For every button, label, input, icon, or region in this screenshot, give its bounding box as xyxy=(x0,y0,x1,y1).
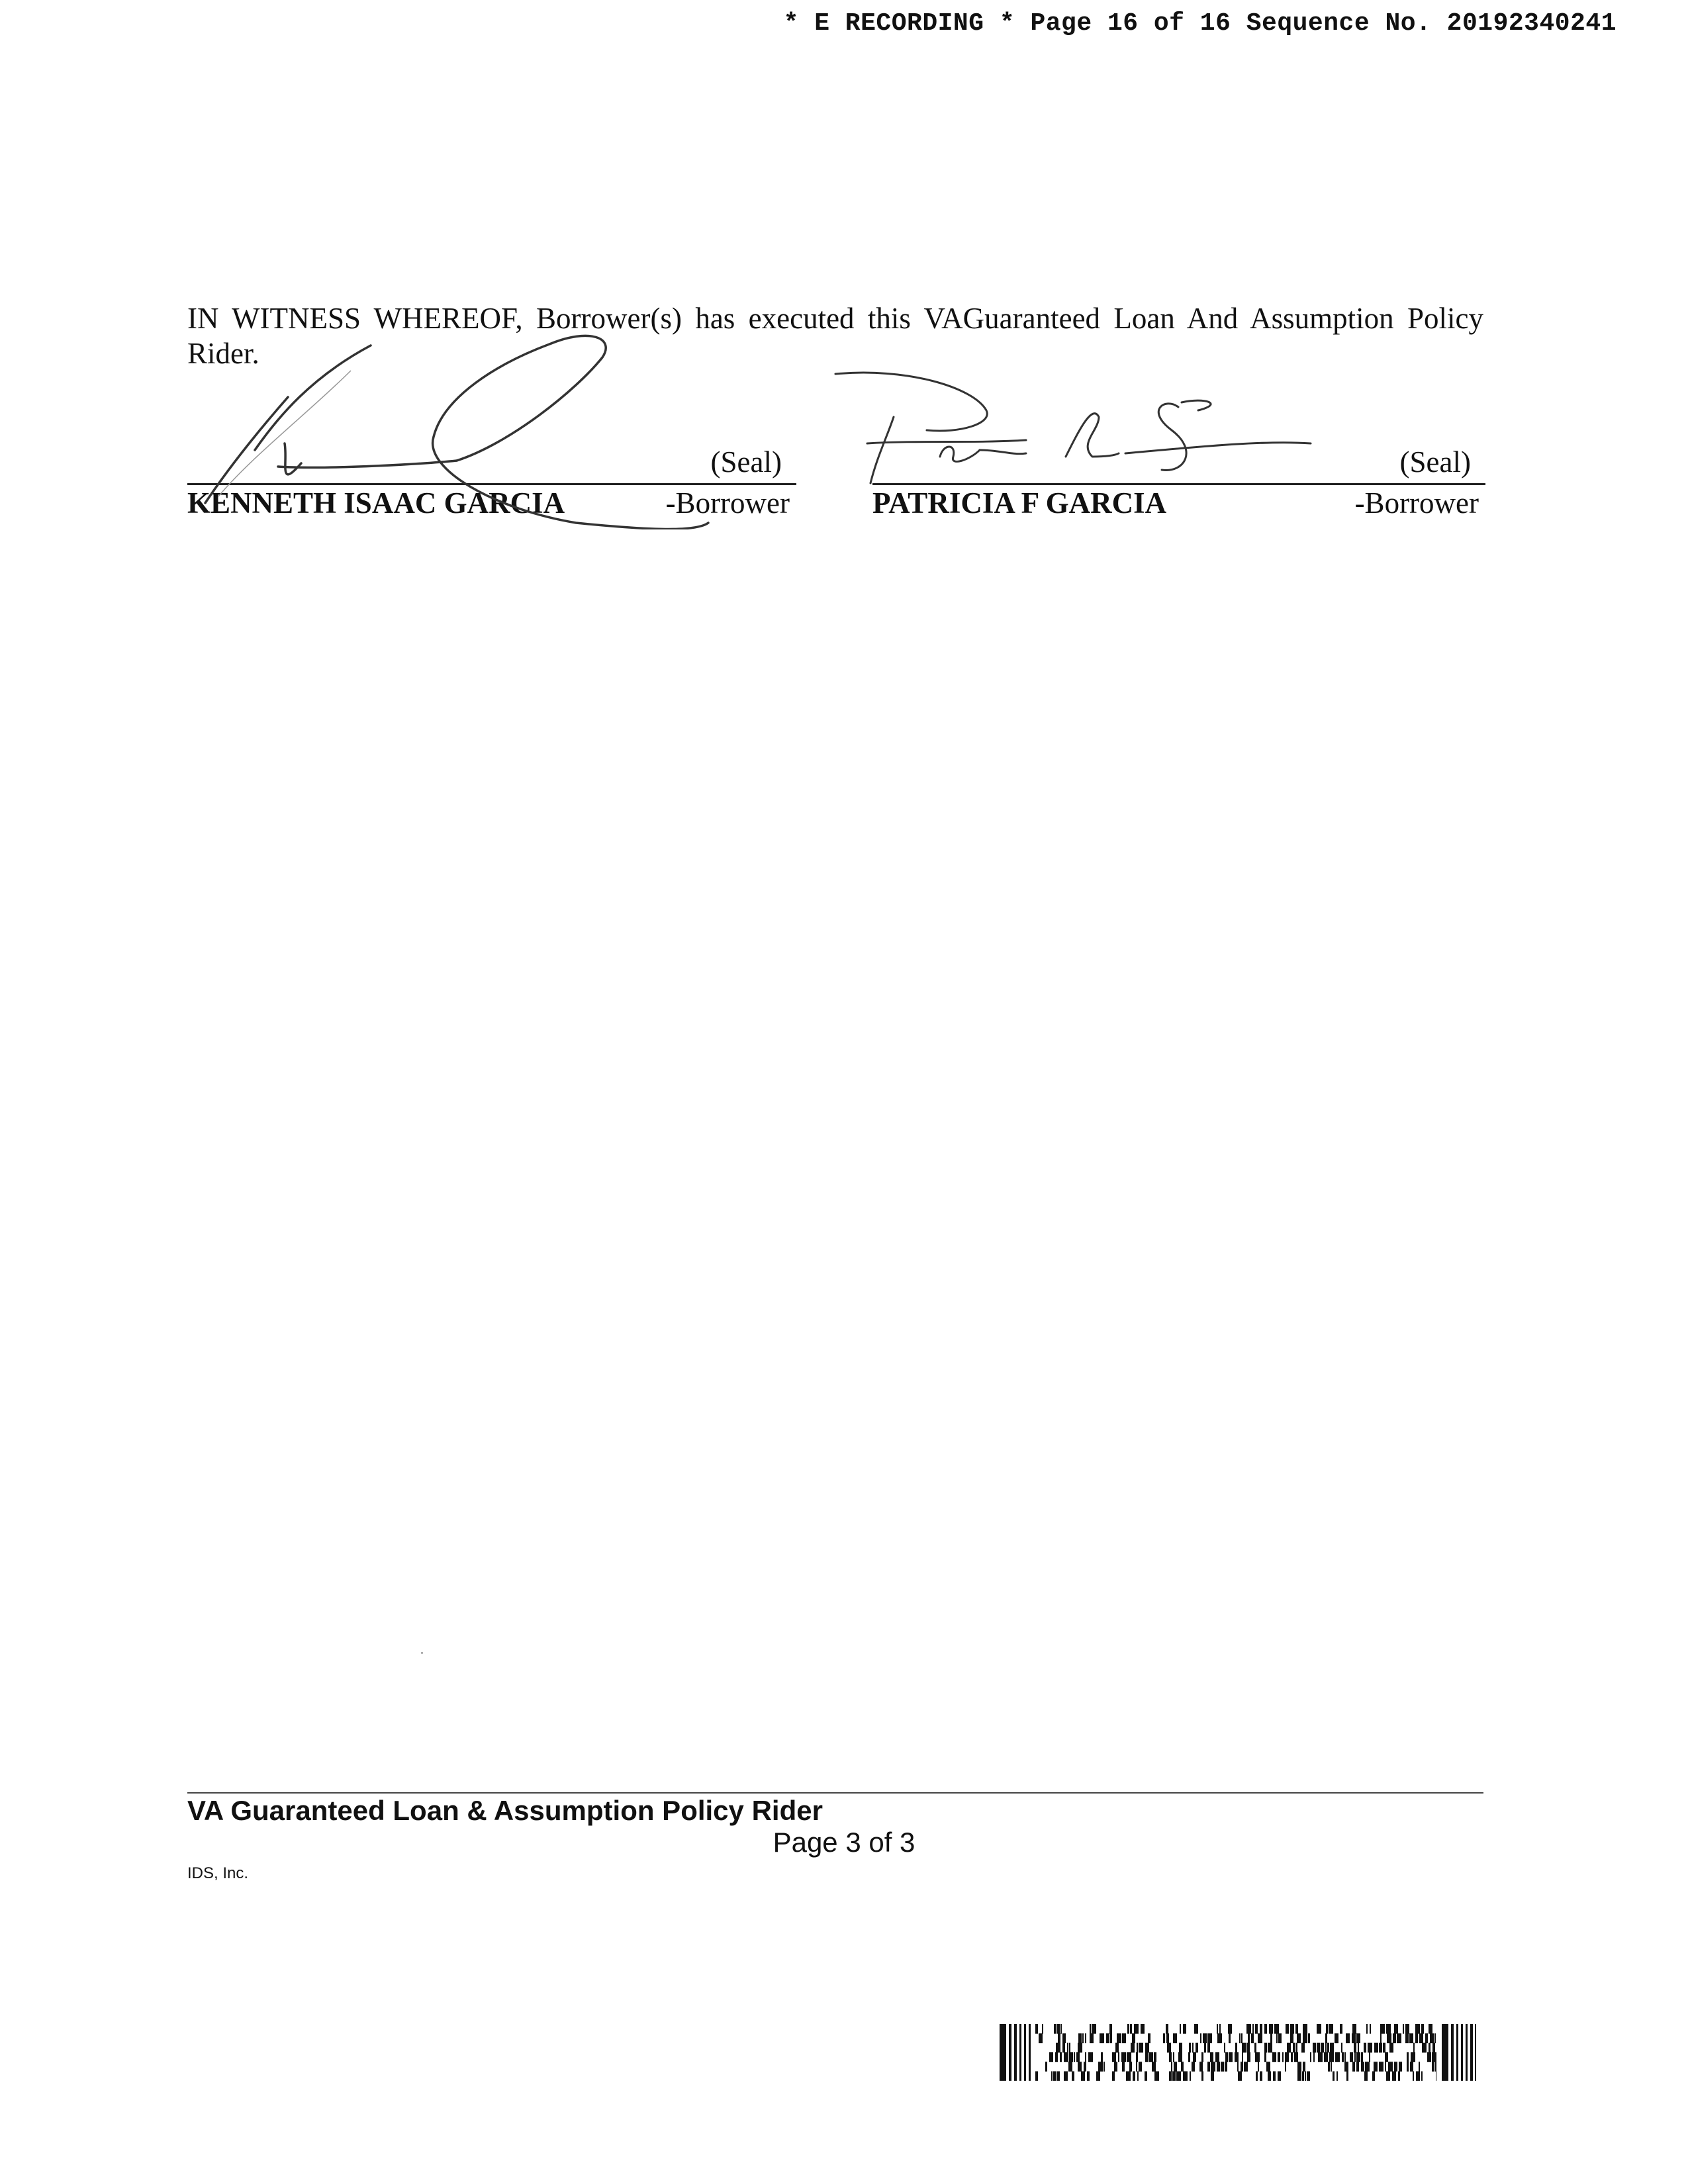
signer-name: KENNETH ISAAC GARCIA xyxy=(187,486,565,520)
signature-line xyxy=(872,483,1485,485)
seal-label: (Seal) xyxy=(1399,445,1471,478)
signature-block-borrower-2 xyxy=(872,437,1485,529)
footer-divider xyxy=(187,1792,1483,1794)
seal-label: (Seal) xyxy=(710,445,782,478)
witness-clause: IN WITNESS WHEREOF, Borrower(s) has executed this VAGuaranteed Loan And Assumption Policy Rider. xyxy=(187,302,1483,370)
vendor-name: IDS, Inc. xyxy=(187,1864,249,1882)
page-number: Page 3 of 3 xyxy=(773,1827,915,1858)
form-title: VA Guaranteed Loan & Assumption Policy Rider xyxy=(187,1795,823,1826)
recording-header: * E RECORDING * Page 16 of 16 Sequence No. 20192340241 xyxy=(783,9,1617,38)
pdf417-barcode xyxy=(1000,2024,1476,2081)
signer-name: PATRICIA F GARCIA xyxy=(872,486,1167,520)
scan-speck xyxy=(421,1652,423,1654)
signer-role: -Borrower xyxy=(1354,486,1479,520)
signer-role: -Borrower xyxy=(665,486,790,520)
signature-line xyxy=(187,483,796,485)
signature-block-borrower-1 xyxy=(187,437,796,529)
